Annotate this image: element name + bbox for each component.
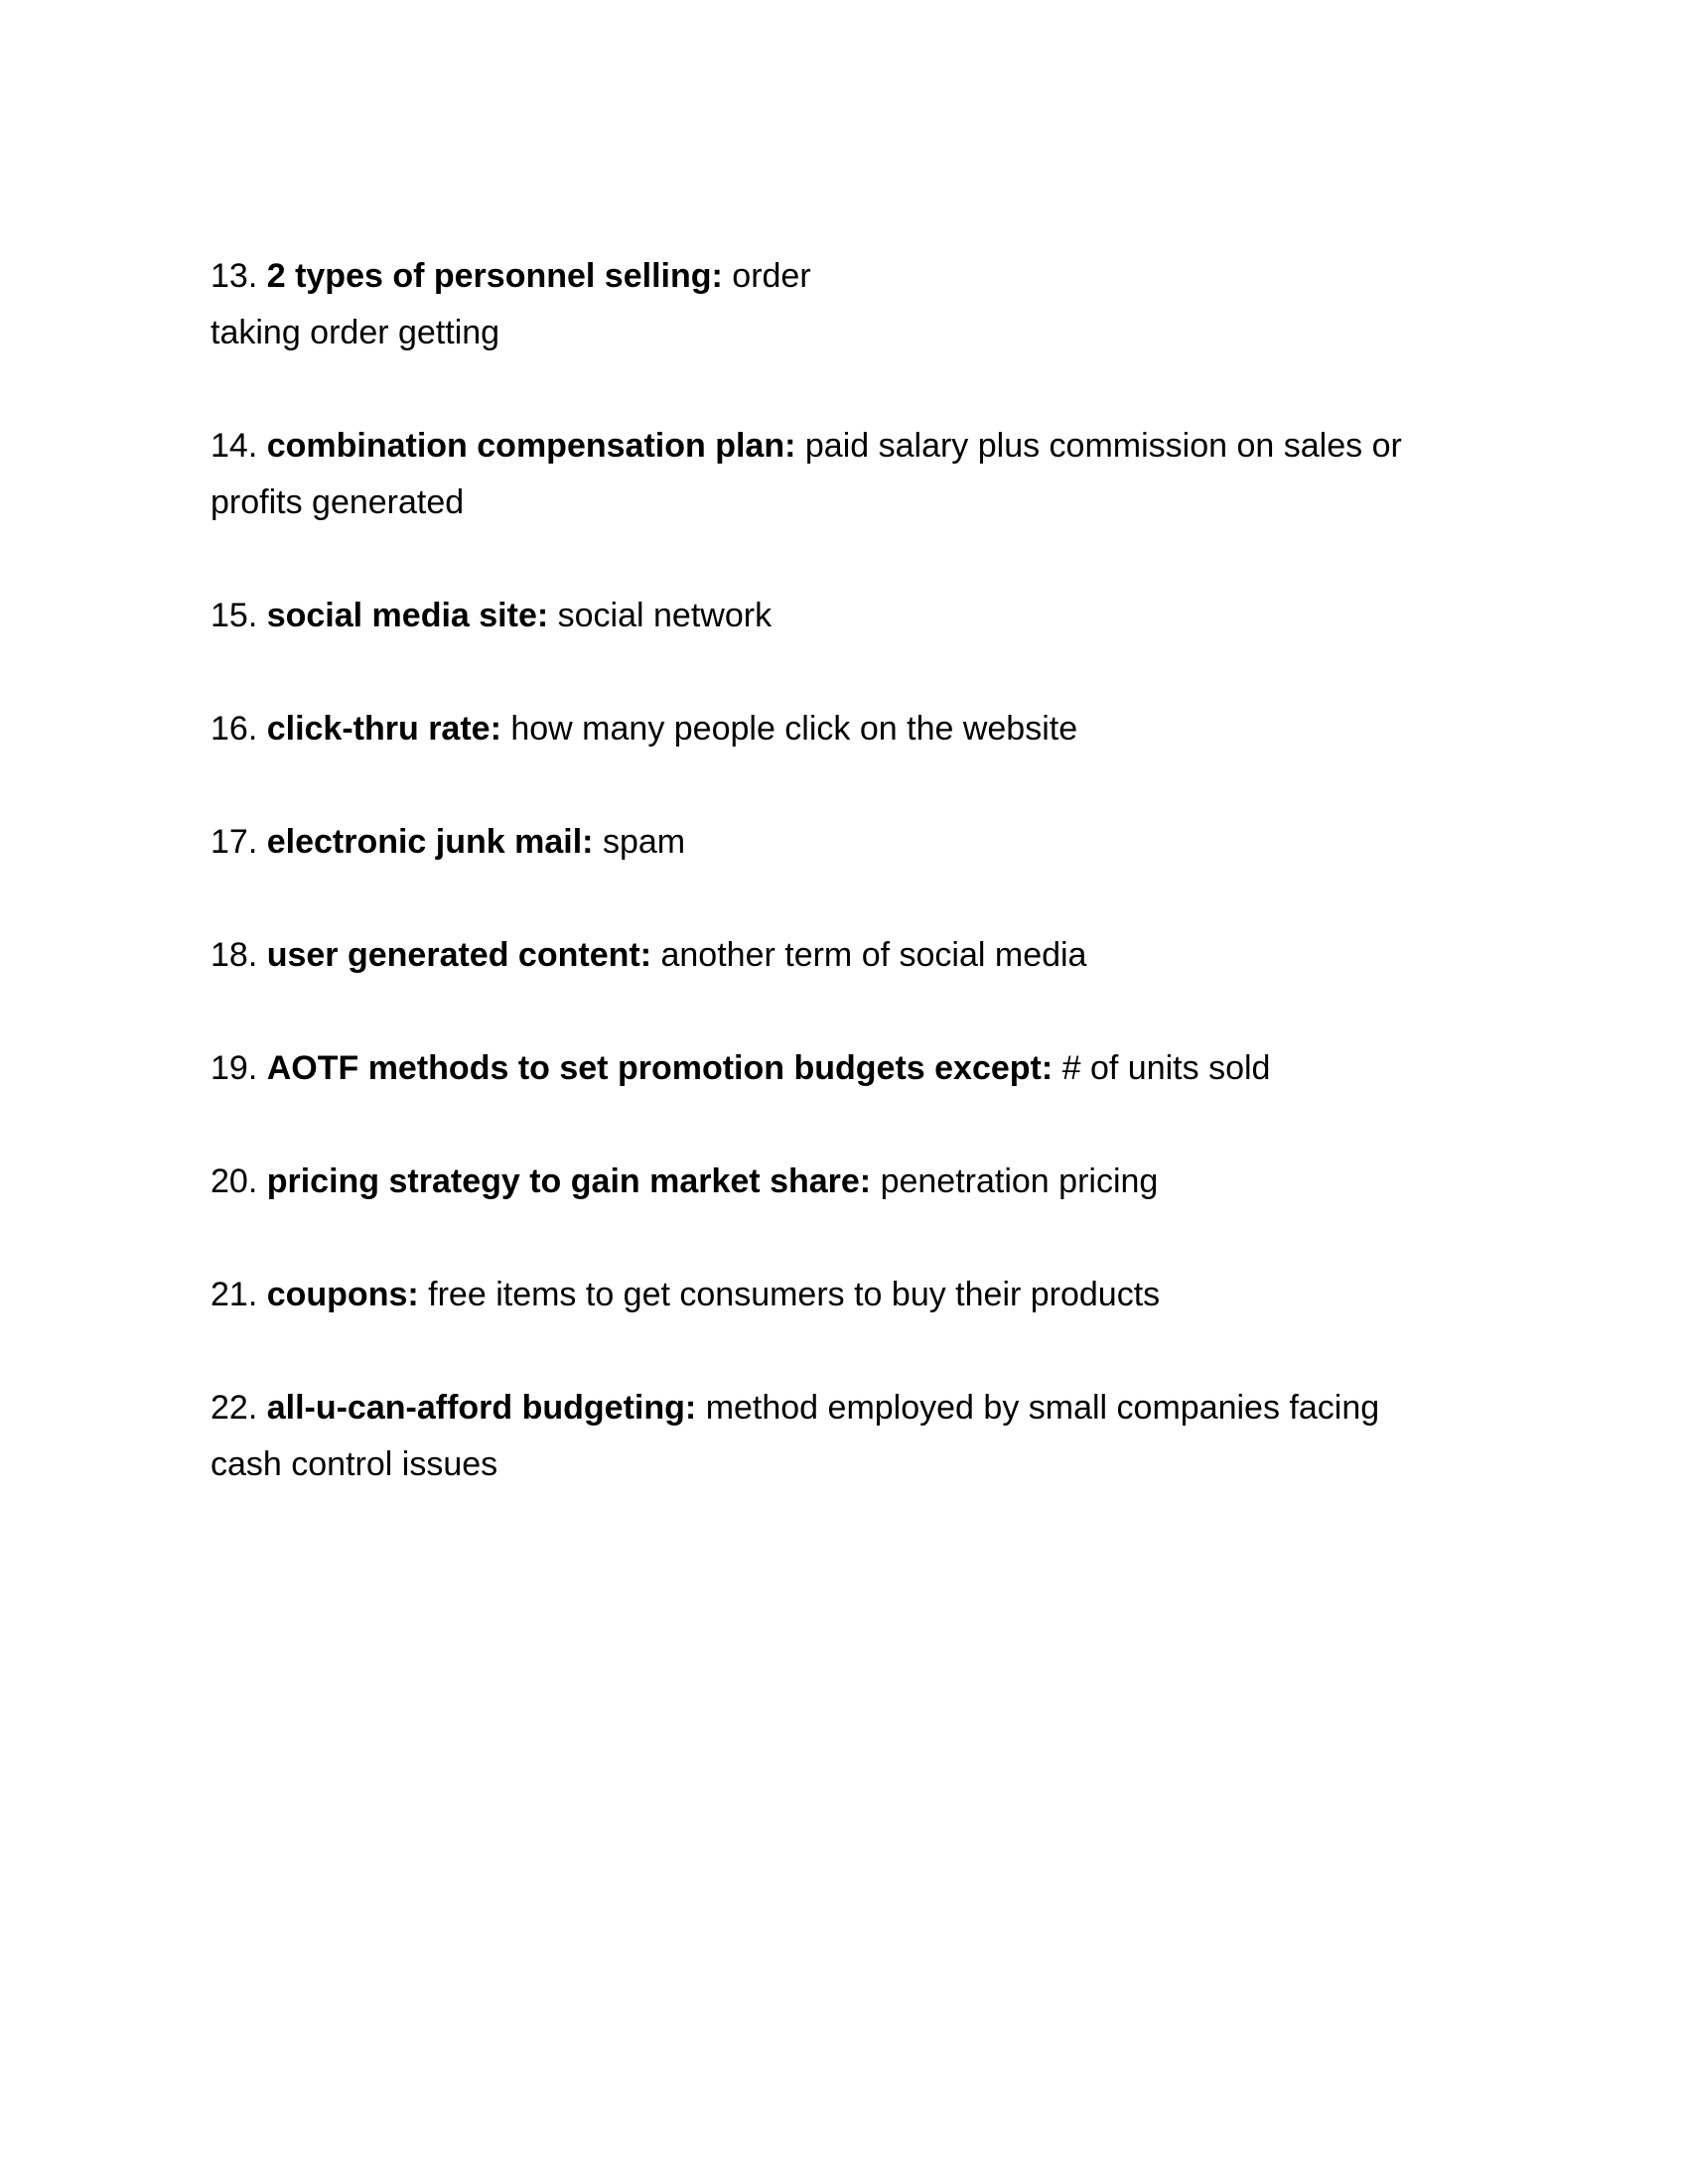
item-definition: order bbox=[732, 257, 811, 295]
item-number: 15. bbox=[211, 597, 258, 634]
item-term: user generated content: bbox=[266, 936, 652, 974]
item-definition: another term of social media bbox=[660, 936, 1087, 974]
item-term: social media site: bbox=[266, 597, 549, 634]
item-definition: how many people click on the website bbox=[510, 710, 1078, 748]
item-number: 21. bbox=[211, 1276, 258, 1313]
item-definition-continued: taking order getting bbox=[211, 314, 500, 351]
list-item bbox=[211, 588, 1402, 644]
item-term: 2 types of personnel selling: bbox=[266, 257, 723, 295]
item-number: 18. bbox=[211, 936, 258, 974]
item-term: pricing strategy to gain market share: bbox=[266, 1162, 872, 1200]
list-item bbox=[211, 701, 1402, 757]
item-term: AOTF methods to set promotion budgets except: bbox=[266, 1049, 1054, 1087]
item-term: coupons: bbox=[266, 1276, 419, 1313]
item-definition: penetration pricing bbox=[880, 1162, 1159, 1200]
item-term: click-thru rate: bbox=[266, 710, 501, 748]
item-definition: method employed by small companies facing bbox=[705, 1389, 1380, 1427]
item-definition: social network bbox=[557, 597, 773, 634]
item-term: electronic junk mail: bbox=[266, 823, 594, 861]
item-number: 22. bbox=[211, 1389, 258, 1427]
list-item bbox=[211, 418, 1402, 531]
item-term: combination compensation plan: bbox=[266, 427, 796, 465]
item-number: 16. bbox=[211, 710, 258, 748]
list-item bbox=[211, 248, 1402, 361]
list-item bbox=[211, 1380, 1402, 1493]
list-item bbox=[211, 814, 1402, 871]
item-definition: paid salary plus commission on sales or bbox=[804, 427, 1402, 465]
item-number: 17. bbox=[211, 823, 258, 861]
item-term: all-u-can-afford budgeting: bbox=[266, 1389, 697, 1427]
item-definition-continued: profits generated bbox=[211, 483, 465, 521]
list-item bbox=[211, 1154, 1402, 1210]
item-number: 13. bbox=[211, 257, 258, 295]
list-item bbox=[211, 1040, 1402, 1097]
list-item bbox=[211, 927, 1402, 984]
item-number: 14. bbox=[211, 427, 258, 465]
list-item bbox=[211, 1267, 1402, 1323]
flashcard-list bbox=[211, 248, 1402, 1550]
item-definition: spam bbox=[602, 823, 686, 861]
item-definition: free items to get consumers to buy their products bbox=[428, 1276, 1161, 1313]
item-number: 19. bbox=[211, 1049, 258, 1087]
item-definition-continued: cash control issues bbox=[211, 1445, 498, 1483]
item-number: 20. bbox=[211, 1162, 258, 1200]
item-definition: # of units sold bbox=[1061, 1049, 1271, 1087]
